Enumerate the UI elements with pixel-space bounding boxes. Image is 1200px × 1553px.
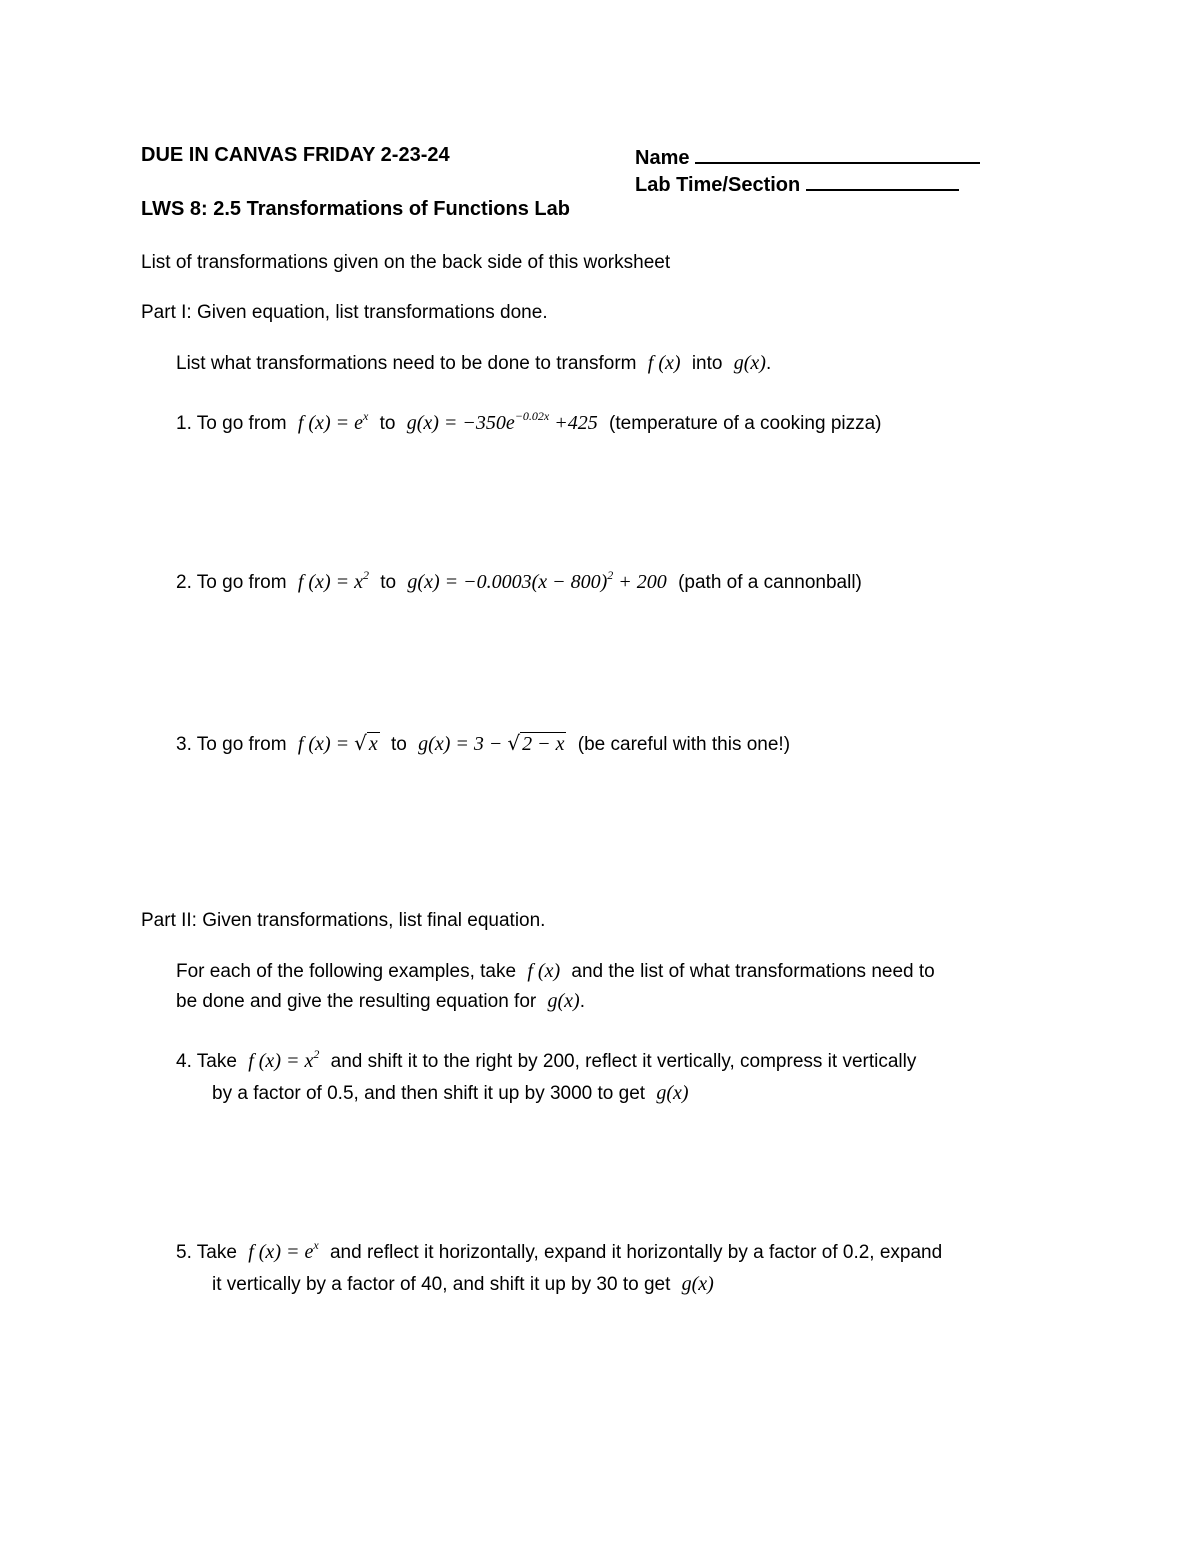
sqrt-icon: √	[507, 731, 521, 755]
fx-symbol: f (x)	[647, 352, 681, 374]
due-date: DUE IN CANVAS FRIDAY 2-23-24	[141, 144, 450, 166]
question-5: 5. Take f $(x) = e^x$ and reflect it horizontally, expand it horizontally by a factor of 0.2, expand	[176, 1238, 943, 1263]
q1-note: (temperature of a cooking pizza)	[609, 413, 882, 434]
part1-instructions: List what transformations need to be done to transform f (x) into g(x).	[176, 352, 772, 374]
question-4: 4. Take f $(x) = x^2$ and shift it to the right by 200, reflect it vertically, compress it vertically	[176, 1047, 917, 1072]
name-blank[interactable]	[695, 144, 980, 164]
part2-instructions-line1: For each of the following examples, take f (x) and the list of what transformations need to	[176, 960, 935, 982]
question-2: 2. To go from f $(x) = x^2$ to $g(x) = -0.0003(x - 800)^2 + 200$ (path of a cannonball)	[176, 568, 862, 593]
q2-g-equation: $g(x) = -0.0003(x - 800)^2 + 200$	[407, 568, 667, 593]
part2-instructions-line2: be done and give the resulting equation for g(x).	[176, 990, 585, 1012]
q1-f-equation: f $(x) = e^x$	[297, 409, 369, 434]
intro-text: List of transformations given on the back side of this worksheet	[141, 252, 671, 273]
question-5-cont: it vertically by a factor of 40, and shift it up by 30 to get g(x)	[212, 1273, 714, 1295]
part1-heading: Part I: Given equation, list transformations done.	[141, 302, 548, 323]
section-line	[635, 171, 959, 197]
q4-f-equation: f $(x) = x^2$	[248, 1047, 320, 1072]
part2-heading: Part II: Given transformations, list final equation.	[141, 910, 546, 931]
q1-g-equation: $g(x) = -350e^{-0.02x} +425$	[406, 409, 598, 434]
sqrt-icon: √	[354, 731, 367, 755]
q2-f-equation: f $(x) = x^2$	[297, 568, 369, 593]
section-blank[interactable]	[806, 171, 959, 191]
gx-symbol: g(x)	[733, 352, 766, 374]
question-1: 1. To go from f $(x) = e^x$ to $g(x) = -350e^{-0.02x} +425$ (temperature of a cooking pizza)	[176, 409, 882, 434]
name-line	[635, 144, 980, 170]
q5-f-equation: f $(x) = e^x$	[248, 1238, 319, 1263]
section-label: Lab Time/Section	[635, 174, 801, 196]
q2-note: (path of a cannonball)	[678, 572, 862, 593]
name-label: Name	[635, 147, 690, 169]
q3-note: (be careful with this one!)	[577, 734, 791, 755]
question-4-cont: by a factor of 0.5, and then shift it up by 3000 to get g(x)	[212, 1082, 689, 1104]
q3-g-equation: g(x) = 3 − √ 2 − x	[418, 731, 565, 755]
q3-f-equation: f (x) = √ x	[297, 731, 378, 755]
question-3: 3. To go from f (x) = √ x to g(x) = 3 − √ 2 − x (be careful with this one!)	[176, 731, 791, 755]
page-title: LWS 8: 2.5 Transformations of Functions Lab	[141, 198, 570, 220]
